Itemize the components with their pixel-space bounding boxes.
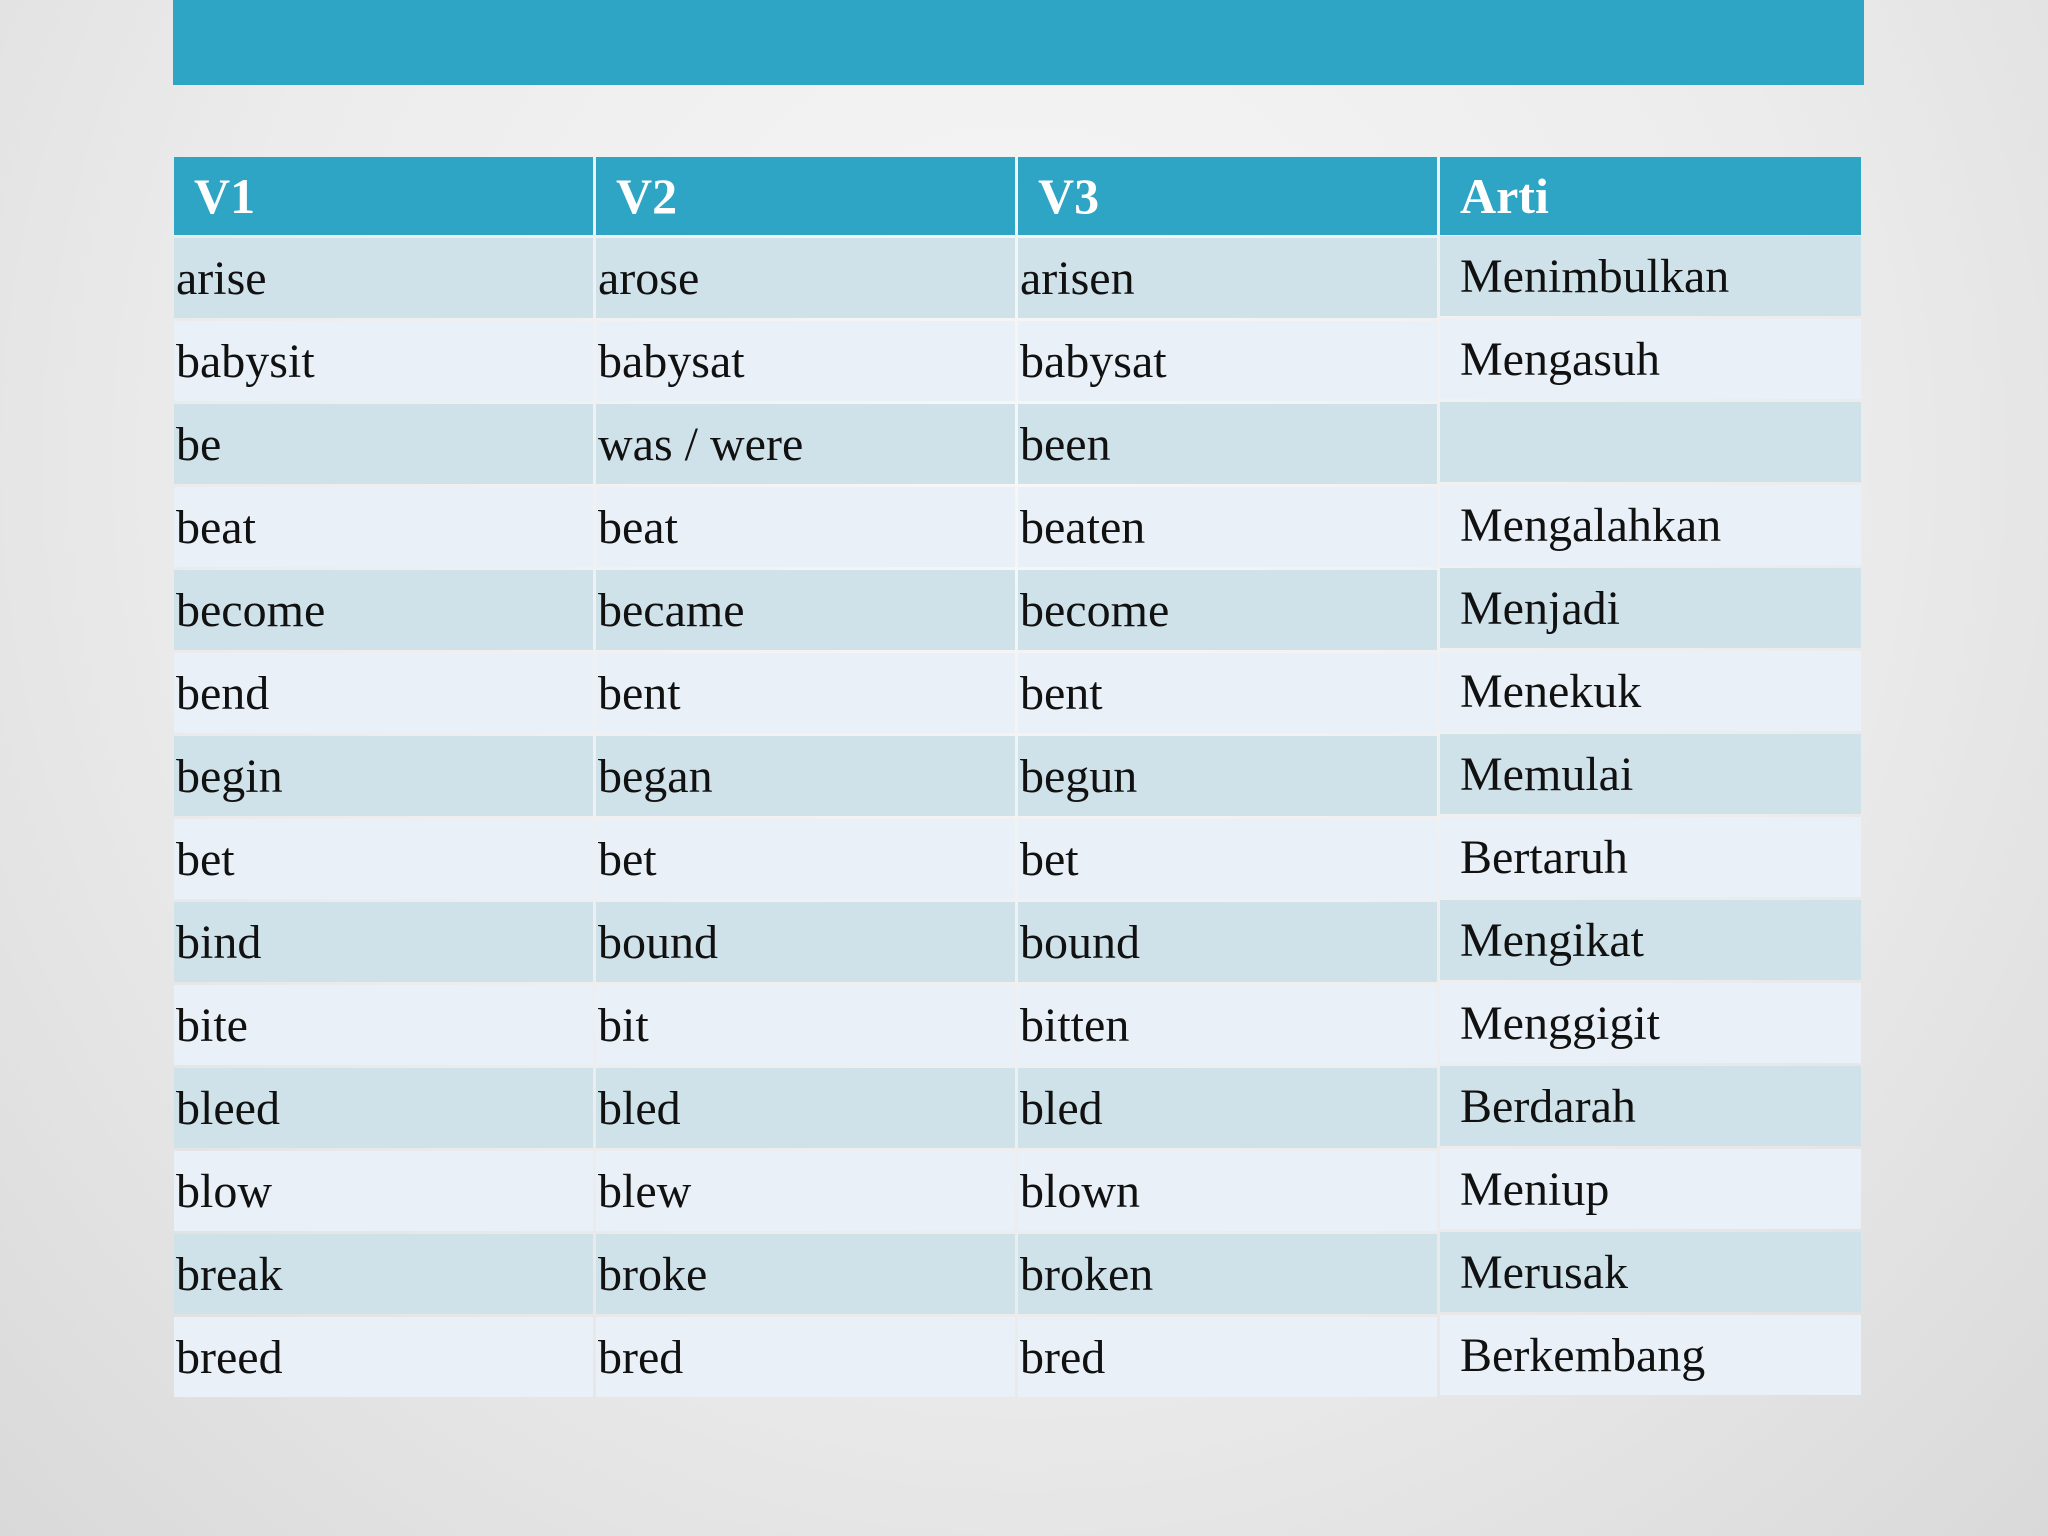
cell-v1: break xyxy=(174,1234,593,1314)
cell-v1: bind xyxy=(174,902,593,982)
table-row xyxy=(174,487,1861,567)
irregular-verbs-table xyxy=(171,154,1864,1400)
table-header-row xyxy=(174,157,1861,235)
table-row xyxy=(174,1234,1861,1314)
cell-v2: bled xyxy=(596,1068,1015,1148)
cell-v3: begun xyxy=(1018,736,1437,816)
header-v2: V2 xyxy=(596,157,1015,235)
table-row xyxy=(174,1317,1861,1397)
cell-v2: beat xyxy=(596,487,1015,567)
cell-v2: arose xyxy=(596,238,1015,318)
table-row xyxy=(174,902,1861,982)
table-row xyxy=(174,238,1861,318)
cell-v3: beaten xyxy=(1018,487,1437,567)
cell-v1: arise xyxy=(174,238,593,318)
cell-arti: Mengalahkan xyxy=(1440,485,1861,565)
cell-v1: bite xyxy=(174,985,593,1065)
cell-v2: bent xyxy=(596,653,1015,733)
cell-arti: Meniup xyxy=(1440,1149,1861,1229)
table-row xyxy=(174,404,1861,484)
title-bar xyxy=(173,0,1864,85)
cell-v3: bled xyxy=(1018,1068,1437,1148)
cell-arti xyxy=(1440,402,1861,482)
table-row xyxy=(174,985,1861,1065)
cell-arti: Menekuk xyxy=(1440,651,1861,731)
cell-v1: bleed xyxy=(174,1068,593,1148)
cell-v1: blow xyxy=(174,1151,593,1231)
cell-v2: babysat xyxy=(596,321,1015,401)
table-row xyxy=(174,321,1861,401)
cell-v2: broke xyxy=(596,1234,1015,1314)
cell-v1: become xyxy=(174,570,593,650)
cell-v3: babysat xyxy=(1018,321,1437,401)
cell-v3: bred xyxy=(1018,1317,1437,1397)
cell-arti: Menimbulkan xyxy=(1440,236,1861,316)
cell-arti: Berkembang xyxy=(1440,1315,1861,1395)
cell-v3: bent xyxy=(1018,653,1437,733)
table-row xyxy=(174,736,1861,816)
cell-v3: broken xyxy=(1018,1234,1437,1314)
cell-v3: bound xyxy=(1018,902,1437,982)
table-row xyxy=(174,653,1861,733)
cell-arti: Mengasuh xyxy=(1440,319,1861,399)
table-row xyxy=(174,1068,1861,1148)
table-row xyxy=(174,570,1861,650)
cell-v2: bound xyxy=(596,902,1015,982)
cell-v3: bitten xyxy=(1018,985,1437,1065)
cell-v1: be xyxy=(174,404,593,484)
cell-v2: began xyxy=(596,736,1015,816)
cell-arti: Menjadi xyxy=(1440,568,1861,648)
table-row xyxy=(174,819,1861,899)
cell-v1: bet xyxy=(174,819,593,899)
cell-v1: bend xyxy=(174,653,593,733)
header-arti: Arti xyxy=(1440,157,1861,235)
cell-v3: bet xyxy=(1018,819,1437,899)
cell-v2: became xyxy=(596,570,1015,650)
cell-v3: arisen xyxy=(1018,238,1437,318)
cell-v2: blew xyxy=(596,1151,1015,1231)
cell-v2: bit xyxy=(596,985,1015,1065)
cell-v1: beat xyxy=(174,487,593,567)
cell-arti: Memulai xyxy=(1440,734,1861,814)
cell-arti: Bertaruh xyxy=(1440,817,1861,897)
cell-arti: Merusak xyxy=(1440,1232,1861,1312)
table-body xyxy=(174,238,1861,1397)
cell-arti: Berdarah xyxy=(1440,1066,1861,1146)
cell-v1: breed xyxy=(174,1317,593,1397)
cell-v2: was / were xyxy=(596,404,1015,484)
cell-v2: bet xyxy=(596,819,1015,899)
cell-arti: Mengikat xyxy=(1440,900,1861,980)
cell-v3: become xyxy=(1018,570,1437,650)
cell-v1: begin xyxy=(174,736,593,816)
cell-v3: blown xyxy=(1018,1151,1437,1231)
cell-v1: babysit xyxy=(174,321,593,401)
cell-arti: Menggigit xyxy=(1440,983,1861,1063)
cell-v3: been xyxy=(1018,404,1437,484)
cell-v2: bred xyxy=(596,1317,1015,1397)
table-row xyxy=(174,1151,1861,1231)
header-v1: V1 xyxy=(174,157,593,235)
header-v3: V3 xyxy=(1018,157,1437,235)
